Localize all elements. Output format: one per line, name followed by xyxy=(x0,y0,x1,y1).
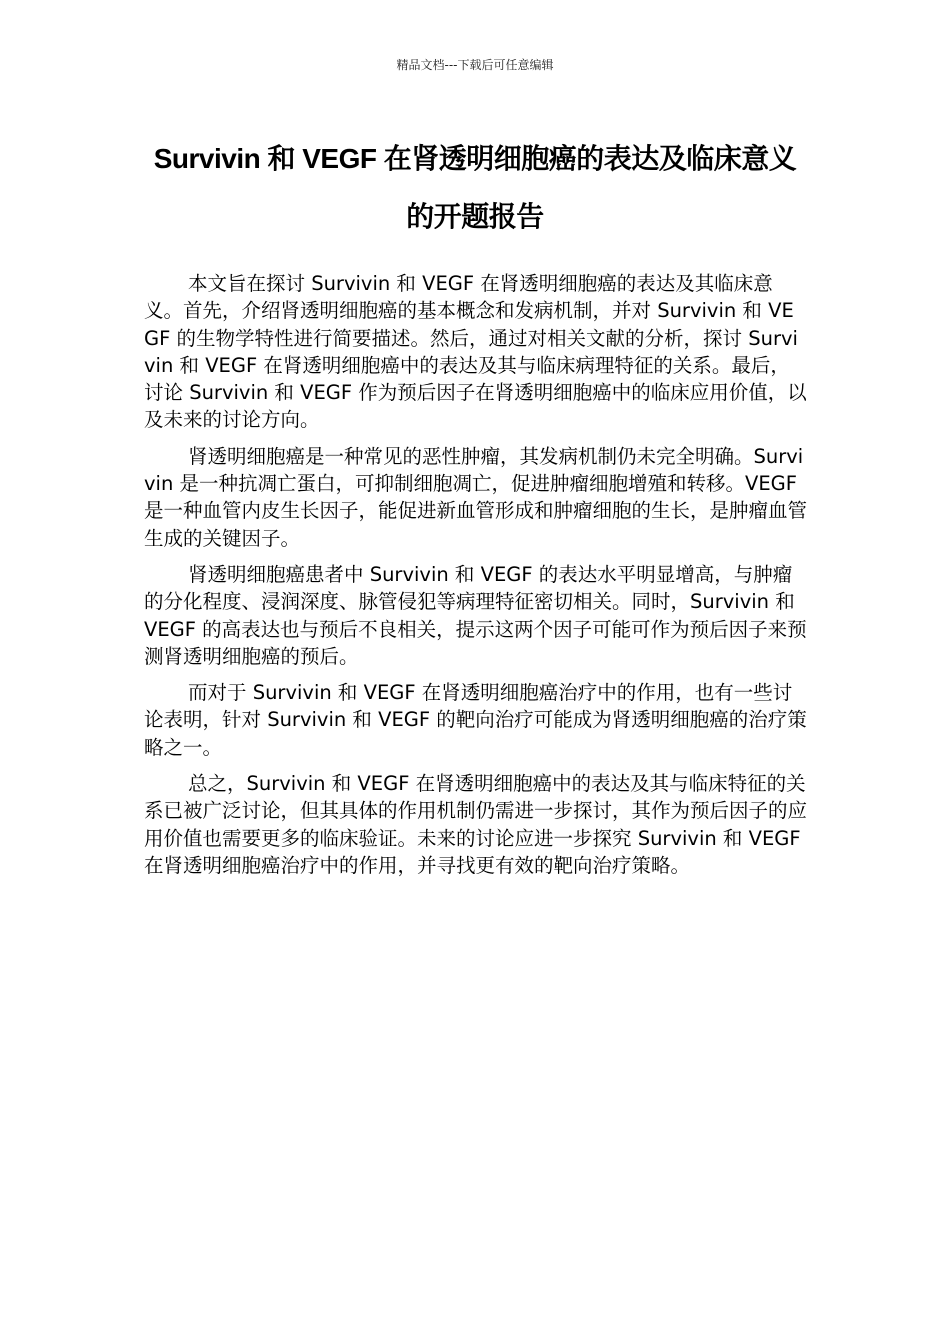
document-title xyxy=(130,130,820,246)
document-body xyxy=(144,270,808,888)
paragraph-expression: 肾透明细胞癌患者中 Survivin 和 VEGF 的表达水平明显增高，与肿瘤的分化程度、浸润深度、脉管侵犯等病理特征密切相关。同时，Survivin 和 VEGF 的高表达也与预后不良相关，提示这两个因子可能可作为预后因子来预测肾透明细胞癌的预后。 xyxy=(144,562,807,668)
title-line-2: 的开题报告 xyxy=(406,201,544,232)
paragraph-background: 肾透明细胞癌是一种常见的恶性肿瘤，其发病机制仍未完全明确。Survivin 是一种抗凋亡蛋白，可抑制细胞凋亡，促进肿瘤细胞增殖和转移。VEGF 是一种血管内皮生长因子，能促进新血管形成和肿瘤细胞的生长，是肿瘤血管生成的关键因子。 xyxy=(144,444,808,550)
title-line-1: Survivin 和 VEGF 在肾透明细胞癌的表达及临床意义 xyxy=(153,143,797,174)
paragraph-treatment: 而对于 Survivin 和 VEGF 在肾透明细胞癌治疗中的作用，也有一些讨论表明，针对 Survivin 和 VEGF 的靶向治疗可能成为肾透明细胞癌的治疗策略之一。 xyxy=(144,681,807,759)
paragraph-conclusion: 总之，Survivin 和 VEGF 在肾透明细胞癌中的表达及其与临床特征的关系已被广泛讨论，但其具体的作用机制仍需进一步探讨，其作为预后因子的应用价值也需要更多的临床验证。未来的讨论应进一步探究 Survivin 和 VEGF 在肾透明细胞癌治疗中的作用，并寻找更有效的靶向治疗策略。 xyxy=(144,772,808,877)
page-header: 精品文档---下载后可任意编辑 xyxy=(396,58,554,72)
paragraph-intro: 本文旨在探讨 Survivin 和 VEGF 在肾透明细胞癌的表达及其临床意义。首先，介绍肾透明细胞癌的基本概念和发病机制，并对 Survivin 和 VEGF 的生物学特性进行简要描述。然后，通过对相关文献的分析，探讨 Survivin 和 VEGF 在肾透明细胞癌中的表达及其与临床病理特征的关系。最后，讨论 Survivin 和 VEGF 作为预后因子在肾透明细胞癌中的临床应用价值，以及未来的讨论方向。 xyxy=(144,272,807,432)
